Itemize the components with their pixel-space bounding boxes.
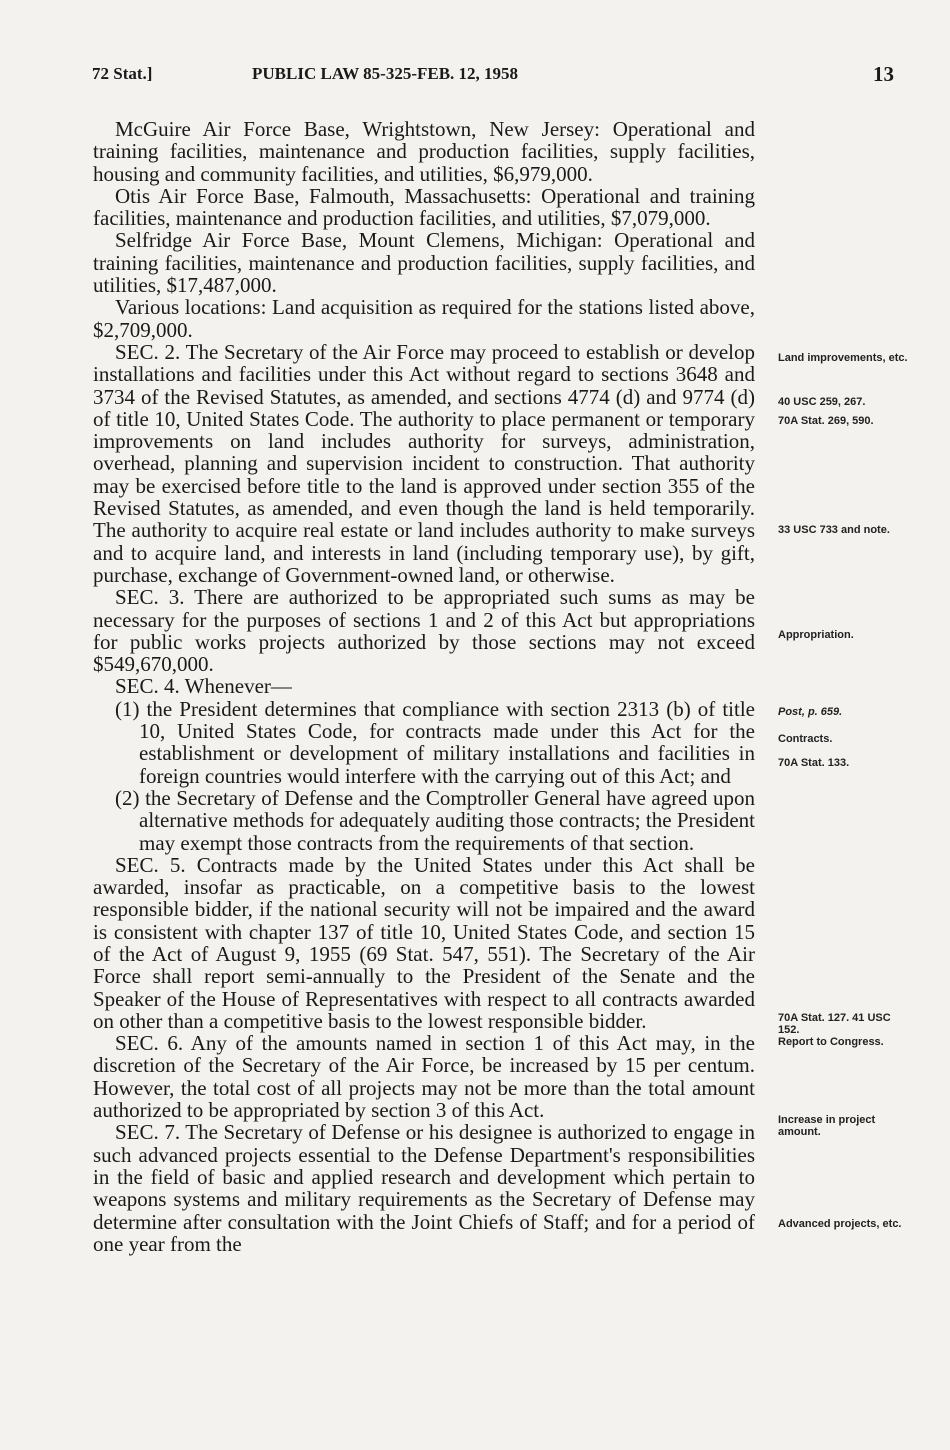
margin-note-land-improvements: Land improvements, etc. (778, 352, 908, 364)
paragraph-various-locations: Various locations: Land acquisition as required for the stations listed above, $2,709,000. (93, 295, 755, 342)
margin-note-70a-stat-133: 70A Stat. 133. (778, 757, 850, 769)
margin-note-post: Post, p. 659. (778, 706, 843, 718)
statute-body (93, 118, 755, 1255)
section-5: SEC. 5. Contracts made by the United States under this Act shall be awarded, insofar as practicable, on a competitive basis to the lowest responsible bidder, if the national security will not be impaired and the award is consistent with chapter 137 of title 10, United States Code, and section 15 of the Act of August 9, 1955 (69 Stat. 547, 551). The Secretary of the Air Force shall report semi-annually to the President of the Senate and the Speaker of the House of Representatives with respect to all contracts awarded on other than a competitive basis to the lowest responsible bidder. (93, 852, 755, 1033)
paragraph-selfridge: Selfridge Air Force Base, Mount Clemens, Michigan: Operational and training facilities, maintenance and production facilities, supply facilities, and utilities, $17,487,000. (93, 228, 755, 298)
running-header (92, 64, 894, 92)
header-law-title: PUBLIC LAW 85-325-FEB. 12, 1958 (252, 64, 519, 83)
section-3: SEC. 3. There are authorized to be appropriated such sums as may be necessary for the purposes of sections 1 and 2 of this Act but appropriations for public works projects authorized by those sections may not exceed $549,670,000. (93, 585, 755, 677)
section-4-clause-1: (1) the President determines that compliance with section 2313 (b) of title 10, United States Code, for contracts made under this Act for the establishment or development of military installations and facilities in foreign countries would interfere with the carrying out of this Act; and (115, 696, 755, 788)
page-number: 13 (873, 62, 894, 86)
section-4: SEC. 4. Whenever— (115, 674, 292, 699)
paragraph-mcguire: McGuire Air Force Base, Wrightstown, New Jersey: Operational and training facilities, maintenance and production facilities, supply facilities, housing and community facilities, and utilities, $6,979,000. (93, 117, 755, 186)
margin-note-70a-stat-269: 70A Stat. 269, 590. (778, 415, 874, 427)
margin-note-contracts: Contracts. (778, 733, 833, 745)
margin-note-70a-stat-127: 70A Stat. 127. 41 USC 152. (778, 1012, 891, 1036)
margin-note-increase: Increase in project amount. (778, 1114, 876, 1138)
paragraph-otis: Otis Air Force Base, Falmouth, Massachusetts: Operational and training facilities, maintenance and production facilities, and utilities, $7,079,000. (93, 183, 755, 231)
section-7: SEC. 7. The Secretary of Defense or his designee is authorized to engage in such advanced projects essential to the Defense Department's responsibilities in the field of basic and applied research and development which pertain to weapons systems and military requirements as the Secretary of Defense may determine after consultation with the Joint Chiefs of Staff; and for a period of one year from the (93, 1120, 755, 1256)
margin-note-33-usc: 33 USC 733 and note. (778, 524, 890, 536)
margin-note-appropriation: Appropriation. (778, 629, 854, 641)
section-4-clause-2: (2) the Secretary of Defense and the Comptroller General have agreed upon alternative methods for adequately auditing those contracts; the President may exempt those contracts from the requirements of that section. (115, 785, 755, 855)
section-2: SEC. 2. The Secretary of the Air Force may proceed to establish or develop installations and facilities under this Act without regard to sections 3648 and 3734 of the Revised Statutes, as amended, and sections 4774 (d) and 9774 (d) of title 10, United States Code. The authority to place permanent or temporary improvements on land includes authority for surveys, administration, overhead, planning and supervision incident to construction. That authority may be exercised before title to the land is approved under section 355 of the Revised Statutes, as amended, and even though the land is held temporarily. The authority to acquire real estate or land includes authority to make surveys and to acquire land, and interests in land (including temporary use), by gift, purchase, exchange of Government-owned land, or otherwise. (93, 339, 755, 587)
margin-note-40-usc: 40 USC 259, 267. (778, 396, 866, 408)
margin-note-report-to-congress: Report to Congress. (778, 1036, 884, 1048)
header-stat-ref: 72 Stat.] (92, 64, 153, 83)
section-6: SEC. 6. Any of the amounts named in section 1 of this Act may, in the discretion of the Secretary of the Air Force, be increased by 15 per centum. However, the total cost of all projects may not be more than the total amount authorized to be appropriated by section 3 of this Act. (93, 1031, 755, 1123)
margin-note-advanced-projects: Advanced projects, etc. (778, 1218, 902, 1230)
